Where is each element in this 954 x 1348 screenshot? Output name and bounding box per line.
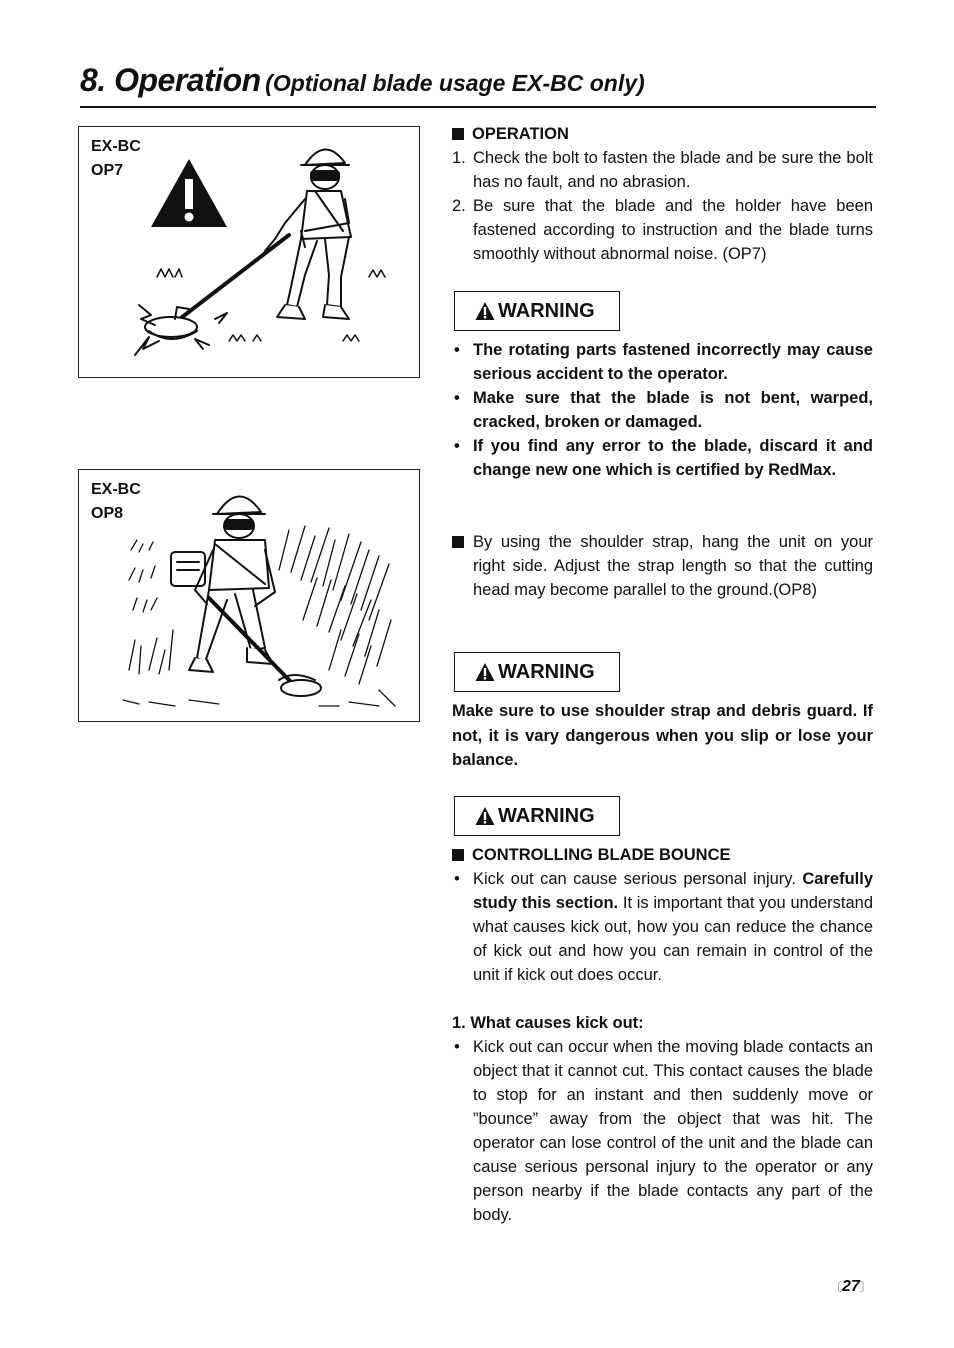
blade-bounce-section bbox=[452, 843, 873, 1227]
operator-figure bbox=[123, 496, 395, 706]
square-bullet-icon bbox=[452, 128, 464, 140]
list-item: • The rotating parts fastened incorrectly may cause serious accident to the operator. bbox=[454, 341, 873, 383]
blade-check-illustration bbox=[79, 127, 419, 377]
warning-box-3: WARNING bbox=[454, 796, 620, 836]
list-item: • Kick out can cause serious personal injury. Carefully study this section. It is important that you understand what causes kick out, how you can reduce the chance of kick out and how you can remain in control of the unit if kick out does occur. bbox=[454, 870, 874, 984]
figure-op8-model: EX-BC bbox=[91, 481, 141, 498]
strap-paragraph: By using the shoulder strap, hang the unit on your right side. Adjust the strap length so that the cutting head may become parallel to the ground.(OP8) bbox=[452, 530, 873, 602]
blade-bounce-heading: CONTROLLING BLADE BOUNCE bbox=[452, 843, 873, 867]
warning-triangle-icon bbox=[475, 806, 495, 826]
list-item: 2. Be sure that the blade and the holder have been fastened according to instruction and the blade turns smoothly without abnormal noise. (OP7) bbox=[452, 197, 873, 263]
square-bullet-icon bbox=[452, 536, 464, 548]
warning-triangle-icon bbox=[475, 662, 495, 682]
section-subtitle: (Optional blade usage EX-BC only) bbox=[265, 70, 645, 96]
figure-op7-model: EX-BC bbox=[91, 138, 141, 155]
kickout-subheading: 1. What causes kick out: bbox=[452, 1014, 644, 1032]
page-number: 〔27〕 bbox=[830, 1278, 872, 1295]
square-bullet-icon bbox=[452, 849, 464, 861]
hazard-triangle-icon bbox=[151, 159, 227, 227]
figure-op8 bbox=[78, 469, 420, 722]
list-item: • If you find any error to the blade, discard it and change new one which is certified by RedMax. bbox=[454, 437, 873, 479]
figure-op7 bbox=[78, 126, 420, 378]
operation-steps bbox=[452, 146, 873, 266]
warning-triangle-icon bbox=[475, 301, 495, 321]
list-item: 1. Check the bolt to fasten the blade and be sure the bolt has no fault, and no abrasion. bbox=[452, 149, 873, 191]
operation-section bbox=[452, 122, 873, 266]
list-item: • Kick out can occur when the moving blade contacts an object that it cannot cut. This contact causes the blade to stop for an instant and then suddenly move or ”bounce” away from the object that was hit. The operator can lose control of the unit and the blade can cause serious personal injury to the operator or any person nearby if the blade contacts any part of the body. bbox=[454, 1038, 873, 1224]
warning-2-text: Make sure to use shoulder strap and debris guard. If not, it is vary dangerous when you slip or lose your balance. bbox=[452, 702, 873, 769]
figure-op7-code: OP7 bbox=[91, 162, 124, 179]
warning-1-list bbox=[452, 338, 873, 482]
page-header bbox=[80, 62, 876, 108]
shoulder-strap-illustration bbox=[79, 470, 419, 721]
section-title: 8. Operation bbox=[80, 62, 261, 98]
warning-box-2: WARNING bbox=[454, 652, 620, 692]
warning-box-1: WARNING bbox=[454, 291, 620, 331]
list-item: • Make sure that the blade is not bent, warped, cracked, broken or damaged. bbox=[454, 389, 873, 431]
operator-figure bbox=[135, 149, 385, 355]
figure-op8-code: OP8 bbox=[91, 505, 124, 522]
operation-heading: OPERATION bbox=[452, 122, 873, 146]
